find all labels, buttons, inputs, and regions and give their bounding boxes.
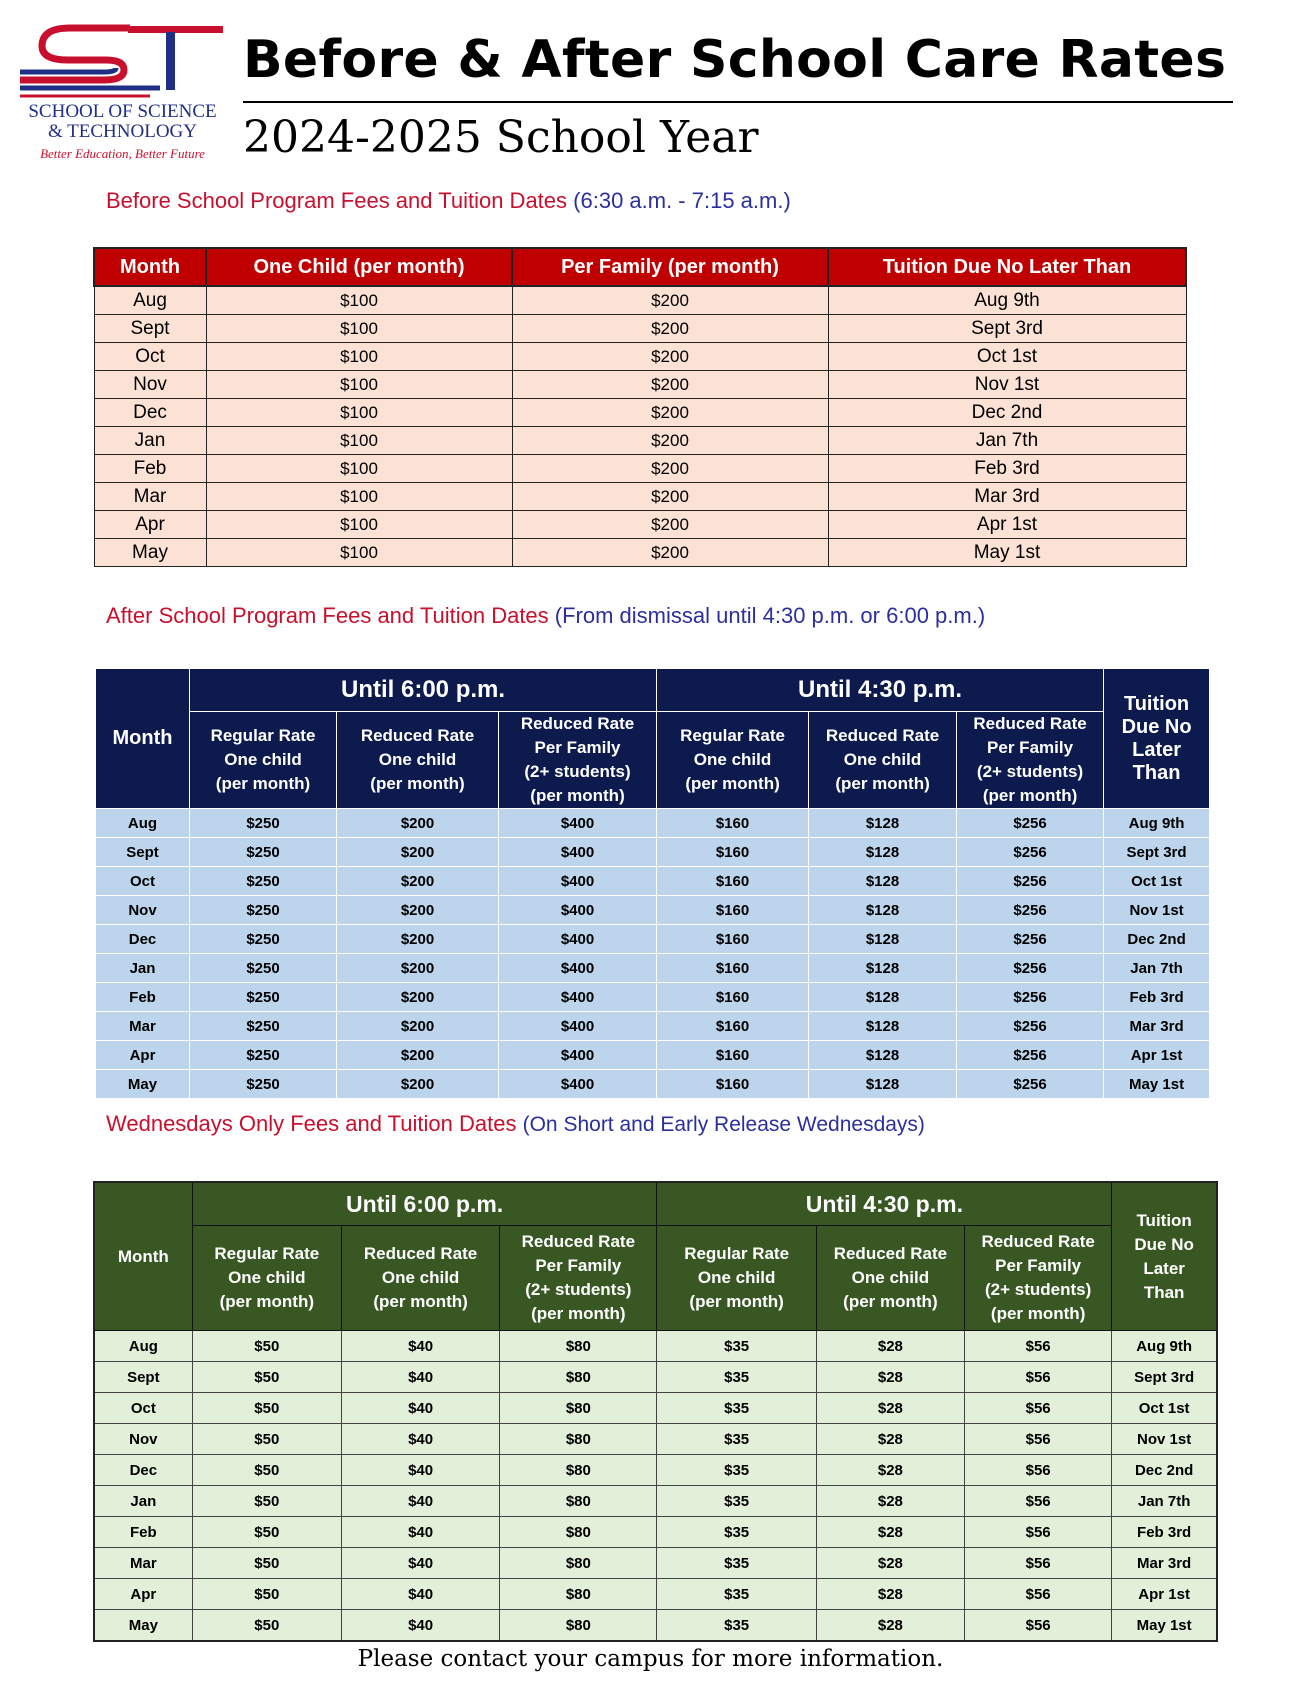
table-row [96,954,1210,983]
wednesday-heading-note: (On Short and Early Release Wednesdays) [522,1113,925,1136]
table-cell: $200 [512,286,828,315]
table-cell: $35 [657,1517,816,1548]
table-cell: $200 [337,838,499,867]
before-heading-text: Before School Program Fees and Tuition Dates [106,188,568,213]
table-row [94,1517,1217,1548]
table-row [94,1486,1217,1517]
table-cell: Nov 1st [1112,1424,1217,1455]
table-row [94,455,1186,483]
table-cell: Dec 2nd [1112,1455,1217,1486]
until-600-header: Until 6:00 p.m. [190,669,657,712]
table-cell: $28 [816,1455,964,1486]
table-cell: $40 [341,1455,499,1486]
table-cell: Apr [94,1579,192,1610]
table-cell: Dec [96,925,190,954]
table-row [96,1012,1210,1041]
table-cell: $56 [965,1610,1112,1642]
table-cell: $250 [190,954,337,983]
table-cell: $250 [190,925,337,954]
table-row [96,983,1210,1012]
table-cell: $35 [657,1393,816,1424]
table-cell: $400 [499,809,657,838]
table-cell: Apr [96,1041,190,1070]
table-cell: Apr 1st [1112,1579,1217,1610]
table-cell: $40 [341,1362,499,1393]
table-cell: May [94,539,206,567]
table-row [96,1070,1210,1099]
table-cell: $160 [657,925,809,954]
table-cell: $28 [816,1517,964,1548]
table-cell: $200 [337,983,499,1012]
table-cell: Dec 2nd [828,399,1186,427]
family-rate-header: Reduced Rate Per Family (2+ students) (per month) [499,712,657,809]
table-cell: Oct 1st [1104,867,1210,896]
table-cell: $160 [657,983,809,1012]
table-cell: Feb [96,983,190,1012]
table-row [96,809,1210,838]
family-rate-header: Reduced Rate Per Family (2+ students) (per month) [965,1226,1112,1331]
table-row [94,1424,1217,1455]
until-430-header: Until 4:30 p.m. [657,669,1104,712]
table-cell: $160 [657,838,809,867]
table-cell: $28 [816,1579,964,1610]
reduced-rate-header: Reduced Rate One child (per month) [809,712,957,809]
table-cell: $200 [512,371,828,399]
table-cell: $250 [190,867,337,896]
table-cell: Nov [94,1424,192,1455]
table-cell: Jan 7th [828,427,1186,455]
table-cell: Sept 3rd [1104,838,1210,867]
table-cell: $160 [657,867,809,896]
table-cell: Apr 1st [1104,1041,1210,1070]
table-row [96,896,1210,925]
table-cell: $80 [500,1486,657,1517]
regular-rate-header: Regular Rate One child (per month) [657,1226,816,1331]
table-cell: $256 [957,809,1104,838]
table-row [94,1610,1217,1642]
table-cell: $400 [499,896,657,925]
tuition-due-header: Tuition Due No Later Than [1104,669,1210,809]
table-cell: $35 [657,1331,816,1362]
table-cell: $200 [337,896,499,925]
table-cell: $256 [957,867,1104,896]
table-cell: $56 [965,1424,1112,1455]
table-cell: $35 [657,1548,816,1579]
table-cell: $28 [816,1331,964,1362]
before-school-table [93,247,1187,567]
table-cell: Apr [94,511,206,539]
table-row [94,1362,1217,1393]
table-row [94,511,1186,539]
table-sub-header-row [96,712,1210,809]
table-cell: $160 [657,896,809,925]
table-cell: Jan 7th [1104,954,1210,983]
table-cell: Sept [96,838,190,867]
table-row [94,1455,1217,1486]
table-cell: Dec [94,1455,192,1486]
table-cell: $100 [206,511,512,539]
wednesday-table [93,1181,1218,1642]
family-rate-header: Reduced Rate Per Family (2+ students) (per month) [500,1226,657,1331]
table-cell: $200 [337,1070,499,1099]
table-cell: Mar 3rd [1112,1548,1217,1579]
table-cell: $80 [500,1424,657,1455]
table-cell: $160 [657,1012,809,1041]
table-row [94,286,1186,315]
table-cell: Dec [94,399,206,427]
table-cell: $160 [657,809,809,838]
table-group-header-row [96,669,1210,712]
table-cell: $200 [512,399,828,427]
table-cell: Sept [94,315,206,343]
table-cell: May [96,1070,190,1099]
title-divider [243,101,1233,103]
table-cell: $56 [965,1362,1112,1393]
until-430-header: Until 4:30 p.m. [657,1182,1112,1226]
table-cell: $40 [341,1486,499,1517]
table-cell: $256 [957,838,1104,867]
table-cell: $35 [657,1455,816,1486]
table-cell: $256 [957,1041,1104,1070]
table-cell: May 1st [828,539,1186,567]
table-row [94,343,1186,371]
table-cell: $40 [341,1393,499,1424]
after-heading-note: (From dismissal until 4:30 p.m. or 6:00 p.m.) [554,603,986,628]
table-cell: Jan [94,427,206,455]
table-cell: $128 [809,1012,957,1041]
month-header: Month [94,1182,192,1331]
page-title: Before & After School Care Rates [243,30,1227,90]
table-cell: $256 [957,954,1104,983]
wednesday-heading-text: Wednesdays Only Fees and Tuition Dates [106,1111,517,1136]
column-header: Per Family (per month) [512,248,828,286]
table-cell: $200 [512,343,828,371]
table-row [94,1548,1217,1579]
table-group-header-row [94,1182,1217,1226]
table-header-row [94,248,1186,286]
table-cell: $250 [190,1012,337,1041]
table-cell: $50 [192,1455,341,1486]
table-cell: $128 [809,954,957,983]
logo-school-name-line1: SCHOOL OF SCIENCE [28,101,217,122]
family-rate-header: Reduced Rate Per Family (2+ students) (per month) [957,712,1104,809]
logo-tagline: Better Education, Better Future [40,146,205,161]
table-cell: $250 [190,896,337,925]
table-row [94,315,1186,343]
table-cell: Dec 2nd [1104,925,1210,954]
table-cell: $200 [512,455,828,483]
table-cell: Aug 9th [1112,1331,1217,1362]
table-cell: $100 [206,427,512,455]
table-cell: $56 [965,1331,1112,1362]
table-cell: $40 [341,1517,499,1548]
regular-rate-header: Regular Rate One child (per month) [192,1226,341,1331]
after-section-heading [106,603,985,629]
table-cell: $50 [192,1424,341,1455]
after-school-table [95,668,1210,1099]
table-cell: $35 [657,1362,816,1393]
table-cell: $200 [337,809,499,838]
table-cell: $200 [512,427,828,455]
reduced-rate-header: Reduced Rate One child (per month) [337,712,499,809]
table-row [94,427,1186,455]
table-cell: $35 [657,1579,816,1610]
table-cell: Oct [94,343,206,371]
table-cell: $400 [499,925,657,954]
table-cell: $100 [206,343,512,371]
table-cell: Aug [96,809,190,838]
table-cell: $128 [809,809,957,838]
table-cell: Nov [94,371,206,399]
table-cell: Oct [94,1393,192,1424]
regular-rate-header: Regular Rate One child (per month) [190,712,337,809]
table-cell: $56 [965,1455,1112,1486]
table-cell: $56 [965,1579,1112,1610]
table-row [96,867,1210,896]
table-cell: $50 [192,1486,341,1517]
column-header: Month [94,248,206,286]
table-cell: $100 [206,286,512,315]
table-cell: $80 [500,1517,657,1548]
table-cell: Mar [94,483,206,511]
table-cell: Mar [94,1548,192,1579]
table-cell: Oct [96,867,190,896]
table-cell: $35 [657,1610,816,1642]
footer-note: Please contact your campus for more information. [357,1646,944,1672]
regular-rate-header: Regular Rate One child (per month) [657,712,809,809]
table-cell: $80 [500,1362,657,1393]
table-cell: Apr 1st [828,511,1186,539]
table-cell: $128 [809,983,957,1012]
table-cell: $56 [965,1486,1112,1517]
table-cell: $100 [206,539,512,567]
table-row [94,1331,1217,1362]
before-section-heading [106,188,791,214]
table-cell: $200 [512,483,828,511]
table-cell: $28 [816,1362,964,1393]
table-cell: $400 [499,867,657,896]
table-cell: $40 [341,1548,499,1579]
table-row [94,399,1186,427]
table-cell: $80 [500,1610,657,1642]
table-cell: $40 [341,1424,499,1455]
table-cell: $128 [809,896,957,925]
tuition-due-header: Tuition Due No Later Than [1112,1182,1217,1331]
table-cell: $50 [192,1548,341,1579]
table-cell: $80 [500,1393,657,1424]
table-cell: $400 [499,983,657,1012]
table-cell: $56 [965,1393,1112,1424]
table-cell: $50 [192,1362,341,1393]
table-cell: Nov 1st [1104,896,1210,925]
table-cell: $40 [341,1610,499,1642]
table-cell: $256 [957,1070,1104,1099]
table-cell: $100 [206,315,512,343]
until-600-header: Until 6:00 p.m. [192,1182,657,1226]
table-cell: $400 [499,1012,657,1041]
table-sub-header-row [94,1226,1217,1331]
table-cell: $50 [192,1610,341,1642]
table-cell: $128 [809,1070,957,1099]
st-logo-icon [20,22,225,102]
table-cell: $200 [512,315,828,343]
table-cell: $400 [499,954,657,983]
table-cell: $35 [657,1424,816,1455]
table-cell: Feb 3rd [828,455,1186,483]
table-cell: $200 [337,1041,499,1070]
table-cell: Jan 7th [1112,1486,1217,1517]
table-cell: Feb 3rd [1104,983,1210,1012]
table-cell: $50 [192,1579,341,1610]
table-cell: Feb [94,455,206,483]
table-row [96,838,1210,867]
table-cell: $200 [337,954,499,983]
table-cell: $200 [512,511,828,539]
table-cell: $400 [499,838,657,867]
logo-school-name-line2: & TECHNOLOGY [47,121,197,142]
table-cell: Jan [94,1486,192,1517]
table-row [94,1393,1217,1424]
reduced-rate-header: Reduced Rate One child (per month) [341,1226,499,1331]
table-cell: $200 [337,867,499,896]
table-cell: Oct 1st [1112,1393,1217,1424]
column-header: Tuition Due No Later Than [828,248,1186,286]
table-cell: $160 [657,954,809,983]
table-cell: $128 [809,1041,957,1070]
table-cell: Aug 9th [828,286,1186,315]
table-cell: Jan [96,954,190,983]
month-header: Month [96,669,190,809]
table-cell: $80 [500,1579,657,1610]
table-cell: $200 [512,539,828,567]
before-heading-note: (6:30 a.m. - 7:15 a.m.) [573,188,791,213]
table-cell: Mar 3rd [828,483,1186,511]
table-cell: Mar 3rd [1104,1012,1210,1041]
table-cell: $35 [657,1486,816,1517]
wednesday-section-heading [106,1111,925,1137]
table-cell: $100 [206,399,512,427]
table-row [94,1579,1217,1610]
table-cell: $40 [341,1579,499,1610]
table-cell: $256 [957,1012,1104,1041]
table-cell: $250 [190,838,337,867]
table-row [94,371,1186,399]
table-cell: $100 [206,483,512,511]
table-cell: May [94,1610,192,1642]
table-cell: Aug [94,1331,192,1362]
table-cell: $80 [500,1548,657,1579]
table-cell: $200 [337,1012,499,1041]
table-cell: Feb 3rd [1112,1517,1217,1548]
table-cell: May 1st [1104,1070,1210,1099]
table-cell: $160 [657,1041,809,1070]
table-cell: $80 [500,1455,657,1486]
table-cell: Oct 1st [828,343,1186,371]
table-cell: $250 [190,1041,337,1070]
table-cell: $400 [499,1070,657,1099]
table-cell: $28 [816,1548,964,1579]
table-cell: $50 [192,1517,341,1548]
table-cell: $256 [957,896,1104,925]
table-cell: $128 [809,925,957,954]
table-cell: May 1st [1112,1610,1217,1642]
table-cell: Sept 3rd [1112,1362,1217,1393]
column-header: One Child (per month) [206,248,512,286]
table-cell: $256 [957,983,1104,1012]
table-cell: $28 [816,1610,964,1642]
table-cell: Nov 1st [828,371,1186,399]
table-cell: $100 [206,455,512,483]
table-cell: $250 [190,983,337,1012]
table-cell: Sept 3rd [828,315,1186,343]
table-row [94,483,1186,511]
page-subtitle: 2024-2025 School Year [243,112,759,163]
table-cell: $250 [190,1070,337,1099]
table-cell: $100 [206,371,512,399]
table-cell: $160 [657,1070,809,1099]
table-cell: Feb [94,1517,192,1548]
table-cell: Aug 9th [1104,809,1210,838]
table-cell: $56 [965,1517,1112,1548]
table-cell: $200 [337,925,499,954]
table-row [94,539,1186,567]
table-cell: $56 [965,1548,1112,1579]
table-cell: Sept [94,1362,192,1393]
table-cell: $250 [190,809,337,838]
table-cell: $28 [816,1393,964,1424]
table-cell: $400 [499,1041,657,1070]
table-cell: $256 [957,925,1104,954]
school-logo [20,22,225,172]
table-cell: $80 [500,1331,657,1362]
table-cell: $128 [809,838,957,867]
table-row [96,925,1210,954]
table-cell: Nov [96,896,190,925]
table-cell: $28 [816,1424,964,1455]
table-cell: $128 [809,867,957,896]
table-cell: Mar [96,1012,190,1041]
reduced-rate-header: Reduced Rate One child (per month) [816,1226,964,1331]
table-cell: $50 [192,1331,341,1362]
after-heading-text: After School Program Fees and Tuition Dates [106,603,549,628]
table-cell: $40 [341,1331,499,1362]
table-cell: $28 [816,1486,964,1517]
table-cell: Aug [94,286,206,315]
table-row [96,1041,1210,1070]
table-cell: $50 [192,1393,341,1424]
